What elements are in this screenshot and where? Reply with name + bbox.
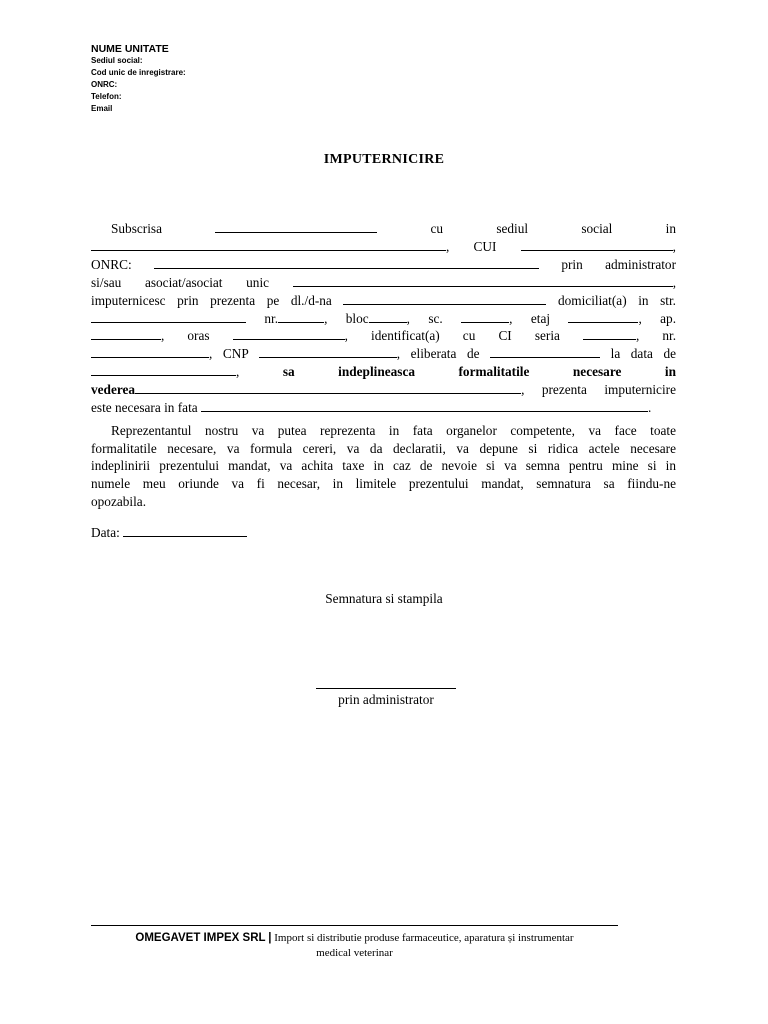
text-line: [91, 363, 676, 381]
date-blank[interactable]: [123, 524, 247, 537]
word: in: [664, 364, 676, 380]
word: cu: [462, 328, 476, 344]
text-line: [91, 238, 676, 256]
cnp-blank[interactable]: [259, 345, 397, 358]
word: in: [665, 221, 676, 236]
registered-office-label: Sediul social:: [91, 56, 143, 65]
issuer-blank[interactable]: [490, 345, 600, 358]
street-blank[interactable]: [91, 310, 246, 323]
onrc-blank[interactable]: [154, 256, 539, 269]
unit-name: NUME UNITATE: [91, 43, 169, 55]
footer-company: OMEGAVET IMPEX SRL: [135, 932, 266, 944]
word: nr.: [264, 310, 279, 326]
word: sediul: [496, 221, 529, 236]
word: nr.: [662, 328, 677, 344]
word: la: [610, 346, 621, 362]
staircase-blank[interactable]: [461, 310, 509, 323]
text-line: [91, 345, 676, 363]
word: , bloc: [324, 310, 369, 326]
word: de: [466, 346, 480, 362]
issue-date-blank[interactable]: [91, 363, 236, 376]
word: cu: [430, 221, 444, 236]
punct: ,: [636, 328, 640, 344]
text-line: [91, 220, 676, 238]
signature-sub-label: prin administrator: [338, 692, 434, 707]
word: social: [581, 221, 613, 236]
footer-separator: |: [268, 932, 272, 944]
onrc-label: ONRC:: [91, 80, 118, 89]
block-blank[interactable]: [369, 310, 407, 323]
word: formalitatile: [458, 364, 530, 380]
company-name-blank[interactable]: [215, 220, 377, 233]
cnp-label: , CNP: [209, 346, 249, 362]
word: , eliberata: [396, 346, 457, 362]
punct: .: [648, 400, 652, 416]
word: unic: [246, 274, 270, 290]
id-number-blank[interactable]: [91, 345, 209, 358]
punct: ,: [236, 364, 240, 380]
footer: [91, 931, 618, 961]
unique-code-label: Cod unic de inregistrare:: [91, 68, 186, 77]
word: , sc.: [406, 310, 443, 326]
footer-description: Import si distributie produse farmaceutice, aparatura și instrumentar: [274, 932, 574, 944]
representative-name-blank[interactable]: [343, 292, 546, 305]
text-line: indeplinirii prezentului mandat, va achita taxe in caz de nevoie si va semna pentru mine si in: [91, 458, 676, 474]
date-label: Data:: [91, 525, 120, 540]
cui-blank[interactable]: [521, 238, 673, 251]
word: sa: [282, 364, 295, 380]
punct: ,: [446, 238, 450, 254]
document-title: IMPUTERNICIRE: [323, 152, 445, 167]
word: identificat(a): [371, 328, 440, 344]
purpose-blank[interactable]: [135, 381, 521, 394]
footer-line-2: medical veterinar: [316, 947, 393, 959]
text-line: [91, 399, 676, 417]
text-line: [91, 274, 676, 292]
company-header: [91, 43, 186, 115]
word: de: [663, 346, 677, 362]
phrase: este necesara in fata: [91, 400, 198, 416]
punct: ,: [672, 238, 676, 254]
footer-divider: [91, 925, 618, 926]
word: asociat/asociat: [144, 274, 223, 290]
apartment-blank[interactable]: [91, 327, 161, 340]
word: necesare: [572, 364, 622, 380]
word: oras: [187, 328, 210, 344]
word: prin: [561, 256, 583, 272]
text-line: [91, 256, 676, 274]
mandate-paragraph: [91, 422, 676, 511]
cui-label: CUI: [473, 238, 497, 254]
text-line: [91, 292, 676, 310]
administrator-name-blank[interactable]: [293, 274, 673, 287]
phrase: , prezenta imputernicire: [521, 382, 676, 398]
footer-line-1: [91, 931, 618, 946]
word: Subscrisa: [111, 221, 162, 236]
word: seria: [534, 328, 560, 344]
id-series-blank[interactable]: [583, 327, 636, 340]
city-blank[interactable]: [233, 327, 345, 340]
text-line: [91, 310, 676, 328]
word: CI: [498, 328, 512, 344]
word: , ap.: [638, 310, 677, 326]
phrase: imputernicesc prin prezenta pe dl./d-na: [91, 292, 332, 308]
punct: ,: [672, 274, 677, 290]
date-row: [91, 524, 247, 541]
floor-blank[interactable]: [568, 310, 638, 323]
text-line: [91, 381, 676, 399]
phone-label: Telefon:: [91, 92, 122, 101]
word: vederea: [91, 382, 136, 398]
word: , etaj: [509, 310, 551, 326]
text-line: numele meu oriunde va fi necesar, in limitele prezentului mandat, semnatura sa fiindu-ne: [91, 476, 676, 492]
address-blank[interactable]: [91, 238, 446, 251]
phrase: domiciliat(a) in str.: [557, 292, 676, 308]
word: si/sau: [91, 274, 122, 290]
word: indeplineasca: [338, 364, 415, 380]
punct: ,: [344, 328, 348, 344]
text-line: [91, 327, 676, 345]
authorization-paragraph: [91, 220, 676, 417]
text-line: opozabila.: [91, 493, 147, 509]
number-blank[interactable]: [278, 310, 324, 323]
word: data: [630, 346, 653, 362]
signature-line[interactable]: [316, 688, 456, 689]
text-line: Reprezentantul nostru va putea reprezenta in fata organelor competente, va face toate: [111, 423, 676, 438]
punct: ,: [161, 328, 165, 344]
text-line: formalitatile necesare, va formula cereri, va da declaratii, va depune si ridica actele necesare: [91, 440, 676, 456]
email-label: Email: [91, 104, 113, 113]
word: administrator: [605, 256, 676, 272]
signature-label: Semnatura si stampila: [325, 591, 443, 606]
authority-blank[interactable]: [201, 399, 648, 412]
onrc-label: ONRC:: [91, 256, 132, 272]
